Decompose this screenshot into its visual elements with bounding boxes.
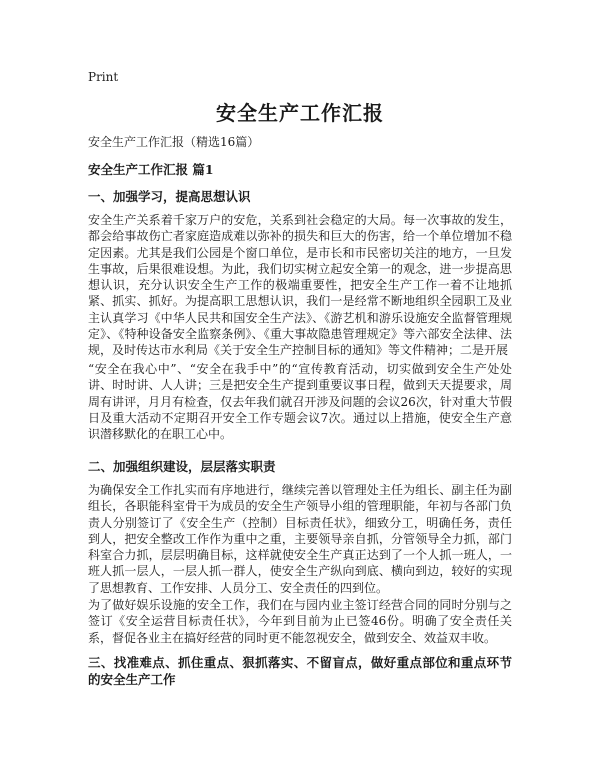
section-2-paragraph-1: 为确保安全工作扎实而有序地进行，继续完善以管理处主任为组长、副主任为副组长，各职能科室骨干为成员的安全生产领导小组的管理职能，年初与各部门负责人分别签订了《安全生产（控制）目标责任状》，细致分工，明确任务，责任到人，把安全整改工作作为重中之重，主要领导亲自抓，分管领导全力抓，部门科室合力抓，层层明确目标，这样就使安全生产真正达到了一个人抓一班人，一班人抓一层人，一层人抓一群人，使安全生产纵向到底、横向到边，较好的实现了思想教育、工作安排、人员分工、安全责任的四到位。 — [88, 483, 512, 595]
section-2-paragraph-2: 为了做好娱乐设施的安全工作，我们在与园内业主签订经营合同的同时分别与之签订《安全运营目标责任状》，今年到目前为止已签46份。明确了安全责任关系，督促各业主在搞好经营的同时更不能忽视安全，做到安全、效益双丰收。 — [88, 598, 512, 645]
section-1-paragraph-1: 安全生产关系着千家万户的安危，关系到社会稳定的大局。每一次事故的发生，都会给事故伤亡者家庭造成难以弥补的损失和巨大的伤害，给一个单位增加不稳定因素。尤其是我们公园是个窗口单位，是市长和市民密切关注的地方，一旦发生事故，后果很难设想。为此，我们切实树立起安全第一的观念，进一步提高思想认识，充分认识安全生产工作的极端重要性，把安全生产工作一着不让地抓紧、抓实、抓好。为提高职工思想认识，我们一是经常不断地组织全园职工及业主认真学习《中华人民共和国安全生产法》、《游艺机和游乐设施安全监督管理规定》、《特种设备安全监察条例》、《重大事故隐患管理规定》等六部安全法律、法规，及时传达市水利局《关于安全生产控制目标的通知》等文件精神；二是开展 — [88, 213, 512, 358]
section-heading-2: 二、加强组织建设，层层落实职责 — [88, 459, 276, 474]
print-link[interactable]: Print — [88, 70, 119, 84]
page-title: 安全生产工作汇报 — [216, 101, 384, 125]
section-1-paragraph-2: “安全在我心中”、“安全在我手中”的“宣传教育活动，切实做到安全生产处处讲、时时讲、人人讲；三是把安全生产提到重要议事日程，做到天天提要求，周周有讲评，月月有检查，仅去年我们就召开涉及问题的会议26次，针对重大节假日及重大活动不定期召开安全工作专题会议7次。通过以上措施，使安全生产意识潜移默化的在职工心中。 — [88, 362, 512, 442]
section-heading-1: 一、加强学习，提高思想认识 — [88, 189, 251, 204]
document-subtitle: 安全生产工作汇报（精选16篇） — [88, 135, 260, 149]
section-heading-3: 三、找准难点、抓住重点、狠抓落实、不留盲点，做好重点部位和重点环节的安全生产工作 — [88, 655, 512, 687]
article-heading: 安全生产工作汇报 篇1 — [88, 162, 214, 177]
